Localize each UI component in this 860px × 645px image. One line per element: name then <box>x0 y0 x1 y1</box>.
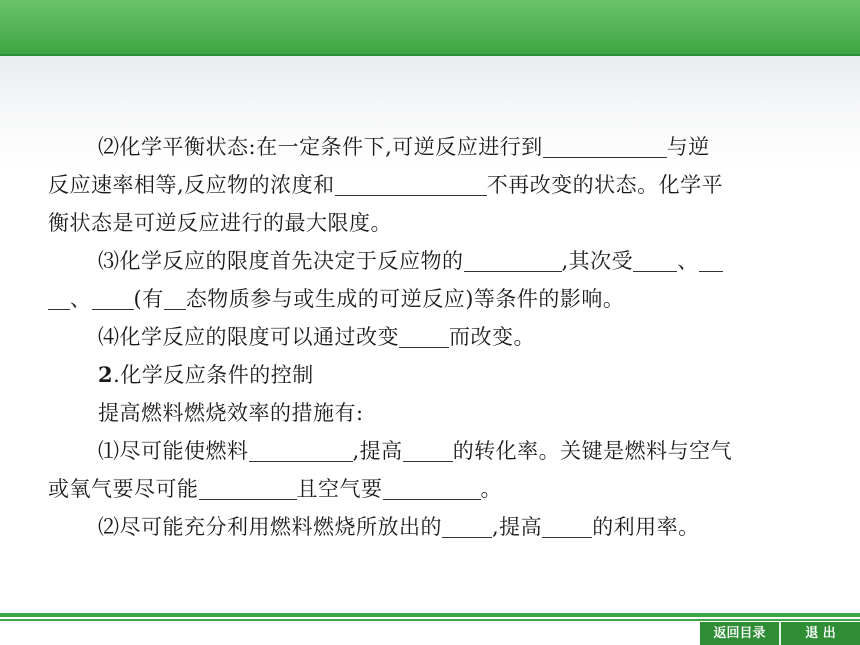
paragraph-line <box>48 470 818 508</box>
text-segment: .化学反应条件的控制 <box>113 363 314 387</box>
text-segment: 或氧气要尽可能 <box>48 477 199 501</box>
fill-blank <box>199 475 297 500</box>
fill-blank <box>699 247 723 272</box>
paragraph-line <box>48 166 818 204</box>
fill-blank <box>543 133 667 158</box>
text-segment: ,提高 <box>352 439 403 463</box>
document-body <box>48 128 818 546</box>
text-segment: 反应速率相等,反应物的浓度和 <box>48 173 335 197</box>
text-segment: 的利用率。 <box>592 515 700 539</box>
paragraph-line <box>48 432 818 470</box>
paragraph-line <box>48 394 818 432</box>
text-segment: ⑵尽可能充分利用燃料燃烧所放出的 <box>98 515 442 539</box>
fill-blank <box>403 437 453 462</box>
fill-blank <box>92 285 134 310</box>
text-segment: 而改变。 <box>449 325 535 349</box>
text-segment: 不再改变的状态。化学平 <box>486 173 724 197</box>
text-segment: 的转化率。关键是燃料与空气 <box>452 439 733 463</box>
paragraph-line <box>48 242 818 280</box>
fill-blank <box>442 513 492 538</box>
text-segment: (有 <box>133 287 164 311</box>
paragraph-line <box>48 280 818 318</box>
text-segment: 提高燃料燃烧效率的措施有: <box>98 401 364 425</box>
fill-blank <box>633 247 677 272</box>
text-segment: ,其次受 <box>561 249 634 273</box>
fill-blank <box>249 437 353 462</box>
text-segment: 、 <box>677 249 699 273</box>
text-segment: ⑶化学反应的限度首先决定于反应物的 <box>98 249 464 273</box>
section-number: 2 <box>98 362 114 387</box>
paragraph-line <box>48 128 818 166</box>
text-segment: 且空气要 <box>296 477 383 501</box>
exit-button[interactable]: 退 出 <box>805 626 836 641</box>
text-segment: 、 <box>70 287 92 311</box>
text-segment: ⑴尽可能使燃料 <box>98 439 249 463</box>
text-segment: 态物质参与或生成的可逆反应)等条件的影响。 <box>185 287 625 311</box>
section-heading <box>48 356 818 394</box>
back-to-contents-button[interactable]: 返回目录 <box>713 626 766 641</box>
header-bar <box>0 0 860 56</box>
paragraph-line <box>48 318 818 356</box>
text-segment: ⑷化学反应的限度可以通过改变 <box>98 325 399 349</box>
text-segment: 与逆 <box>666 135 710 159</box>
paragraph-line <box>48 508 818 546</box>
fill-blank <box>399 323 449 348</box>
fill-blank <box>542 513 592 538</box>
footer-rule <box>0 613 860 617</box>
fill-blank <box>164 285 186 310</box>
fill-blank <box>464 247 562 272</box>
text-segment: 衡状态是可逆反应进行的最大限度。 <box>48 211 392 235</box>
text-segment: 。 <box>480 477 502 501</box>
fill-blank <box>335 171 487 196</box>
fill-blank <box>48 285 70 310</box>
text-segment: ⑵化学平衡状态:在一定条件下,可逆反应进行到 <box>98 135 543 159</box>
fill-blank <box>383 475 481 500</box>
text-segment: ,提高 <box>492 515 543 539</box>
footer-rule-thin <box>0 619 860 621</box>
footer-nav <box>700 622 860 645</box>
paragraph-line <box>48 204 818 242</box>
